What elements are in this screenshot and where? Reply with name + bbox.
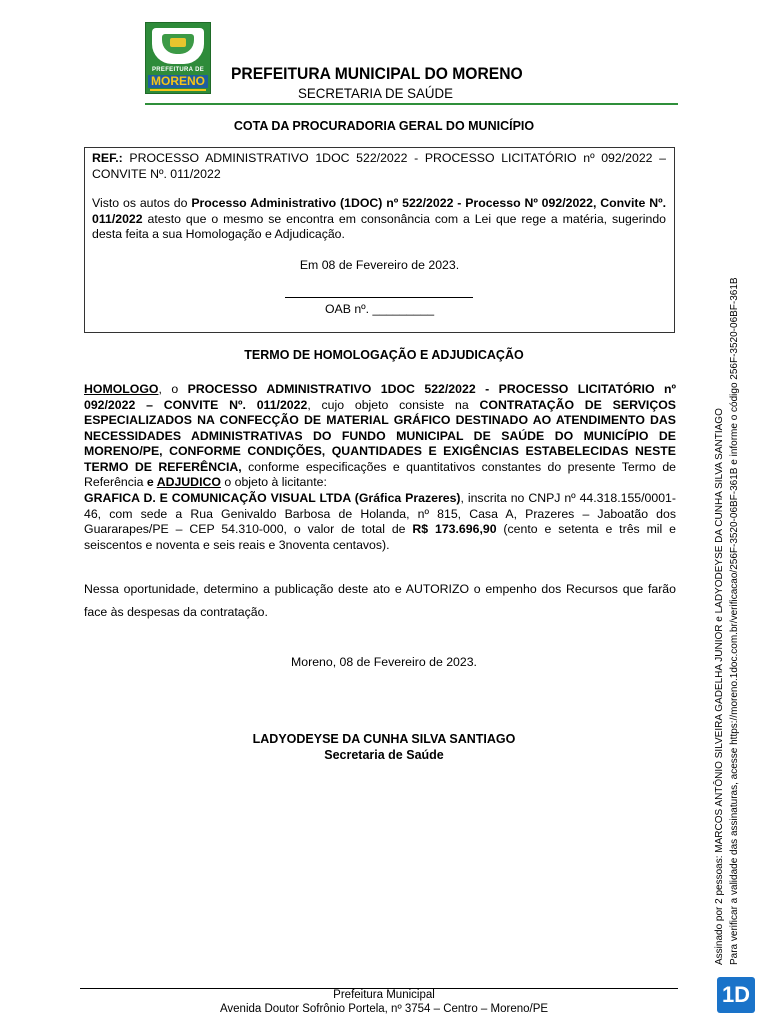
autorizo-paragraph: Nessa oportunidade, determino a publicação deste ato e AUTORIZO o empenho dos Recursos que farão face às despesas da contratação. bbox=[84, 582, 676, 619]
termo-title: TERMO DE HOMOLOGAÇÃO E ADJUDICAÇÃO bbox=[244, 348, 524, 362]
cota-paragraph bbox=[92, 196, 666, 243]
termo-p1-g: o objeto à licitante: bbox=[220, 475, 327, 489]
termo-p1-b: PROCESSO ADMINISTRATIVO 1DOC 522/2022 - PROCESSO LICITATÓRIO nº 092/2022 – CONVITE Nº. 011/2022 bbox=[84, 382, 676, 412]
cota-date: Em 08 de Fevereiro de 2023. bbox=[299, 258, 460, 272]
ref-text: PROCESSO ADMINISTRATIVO 1DOC 522/2022 - PROCESSO LICITATÓRIO nº 092/2022 – CONVITE Nº. 011/2022 bbox=[92, 151, 666, 181]
signer-name: LADYODEYSE DA CUNHA SILVA SANTIAGO bbox=[252, 732, 516, 746]
adjudico-word: ADJUDICO bbox=[156, 475, 221, 489]
cota-p1-c: atesto que o mesmo se encontra em consonância com a Lei que rege a matéria, sugerindo desta feita a sua Homologação e Adjudicação. bbox=[92, 211, 666, 241]
contract-value-words: (cento e setenta e três mil e seiscentos e noventa e seis reais e 3noventa centavos). bbox=[84, 522, 676, 552]
contract-value: R$ 173.696,90 bbox=[412, 522, 497, 536]
logo-line-2: MORENO bbox=[148, 75, 208, 88]
licitante-details: , inscrita no CNPJ nº 44.318.155/0001-46, com sede a Rua Genivaldo Barbosa de Holanda, nº 815, Casa A, Prazeres – Jaboatão dos Guararapes/PE – CEP 54.310-000, o valor de total de bbox=[84, 491, 676, 536]
licitante-paragraph bbox=[84, 491, 676, 553]
cota-p1-a: Visto os autos do bbox=[92, 196, 192, 210]
coat-of-arms-icon bbox=[152, 28, 204, 64]
licitante-name: GRAFICA D. E COMUNICAÇÃO VISUAL LTDA (Gráfica Prazeres) bbox=[84, 491, 461, 505]
footer-org: Prefeitura Municipal bbox=[333, 989, 435, 1001]
termo-p1-d: CONTRATAÇÃO DE SERVIÇOS ESPECIALIZADOS NA CONFECÇÃO DE MATERIAL GRÁFICO DESTINADO AO ATENDIMENTO DAS NECESSIDADES ADMINISTRATIVAS DO FUNDO MUNICIPAL DE SAÚDE DO MUNICÍPIO DE MORENO/PE, CONFORME CONDIÇÕES, QUANTIDADES E EXIGÊNCIAS ESTABELECIDAS NESTE TERMO DE REFERÊNCIA, bbox=[84, 397, 676, 474]
signer-role: Secretaria de Saúde bbox=[324, 748, 444, 762]
municipal-logo bbox=[145, 22, 211, 94]
termo-p1-a: , o bbox=[158, 382, 188, 396]
org-name: PREFEITURA MUNICIPAL DO MORENO bbox=[231, 64, 523, 83]
header-divider bbox=[145, 103, 678, 105]
homologo-paragraph bbox=[84, 382, 676, 491]
homologo-word: HOMOLOGO bbox=[84, 382, 159, 396]
termo-p1-f: e bbox=[146, 475, 157, 489]
ref-label: REF.: bbox=[92, 151, 123, 165]
signature-line bbox=[285, 297, 473, 298]
logo-line-1: PREFEITURA DE bbox=[151, 67, 204, 73]
oab-field: OAB nº. _________ bbox=[324, 302, 435, 316]
onedoc-logo-icon: 1D bbox=[717, 977, 755, 1013]
cota-p1-b: Processo Administrativo (1DOC) nº 522/2022 - Processo Nº 092/2022, Convite Nº. 011/2022 bbox=[92, 196, 666, 226]
termo-date: Moreno, 08 de Fevereiro de 2023. bbox=[291, 655, 477, 669]
org-subtitle: SECRETARIA DE SAÚDE bbox=[298, 85, 453, 101]
footer-address: Avenida Doutor Sofrônio Portela, nº 3754 – Centro – Moreno/PE bbox=[219, 1003, 549, 1015]
logo-stripe bbox=[150, 89, 206, 91]
side-verification-link[interactable]: Para verificar a validade das assinaturas, acesse https://moreno.1doc.com.br/verificacao/256F-3520-06BF-361B e informe o código 256F-3520-06BF-361B bbox=[729, 277, 740, 965]
termo-p1-e: conforme especificações e quantitativos constantes do presente Termo de Referência bbox=[84, 459, 677, 489]
cota-title: COTA DA PROCURADORIA GERAL DO MUNICÍPIO bbox=[233, 119, 535, 133]
termo-p1-c: , cujo objeto consiste na bbox=[307, 397, 480, 412]
ref-paragraph bbox=[92, 151, 666, 182]
side-signature-info: Assinado por 2 pessoas: MARCOS ANTÔNIO SILVEIRA GADELHA JUNIOR e LADYODEYSE DA CUNHA SILVA SANTIAGO bbox=[714, 408, 725, 965]
